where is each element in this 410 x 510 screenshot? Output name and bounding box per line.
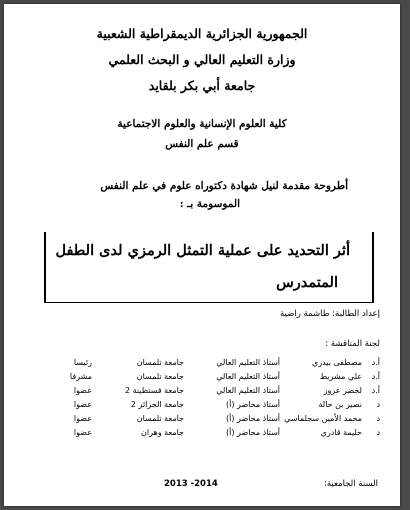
committee-label: لجنة المناقشة : bbox=[325, 339, 380, 349]
member-title: د bbox=[376, 413, 380, 423]
member-name: محمد الأمين سجلماسي bbox=[284, 413, 362, 423]
thesis-title-part1: أثر التحديد على عملية التمثل الرمزي لدى الطفل bbox=[55, 242, 350, 259]
member-rank: أستاذ محاضر (أ) bbox=[226, 399, 280, 409]
member-title: أ.د bbox=[371, 357, 380, 367]
member-name: حليمة قادري bbox=[320, 427, 362, 437]
republic-heading: الجمهورية الجزائرية الديمقراطية الشعبية bbox=[96, 26, 308, 41]
thesis-intro-line: أطروحة مقدمة لنيل شهادة دكتوراه علوم في علم النفس bbox=[100, 180, 348, 192]
member-rank: أستاذ التعليم العالي bbox=[216, 371, 280, 381]
member-role: عضوا bbox=[73, 427, 92, 437]
member-role: عضوا bbox=[73, 413, 92, 423]
committee-row bbox=[50, 369, 382, 383]
member-name: علي مشريط bbox=[319, 371, 362, 381]
member-university: جامعة قسنطينة 2 bbox=[124, 385, 184, 395]
department-heading: قسم علم النفس bbox=[165, 138, 239, 150]
member-title: د bbox=[376, 427, 380, 437]
ministry-heading: وزارة التعليم العالي و البحث العلمي bbox=[108, 52, 296, 67]
document-page bbox=[4, 4, 400, 506]
member-university: جامعة تلمسان bbox=[136, 357, 184, 367]
member-role: مشرفا bbox=[69, 371, 92, 381]
member-name: نصير بن حالة bbox=[318, 399, 362, 409]
member-title: أ.د bbox=[371, 371, 380, 381]
faculty-heading: كلية العلوم الإنسانية والعلوم الاجتماعية bbox=[117, 118, 287, 130]
member-role: رئيسا bbox=[73, 357, 92, 367]
academic-year-value: 2013 -2014 bbox=[164, 479, 218, 489]
member-university: جامعة تلمسان bbox=[136, 413, 184, 423]
committee-table bbox=[50, 355, 382, 439]
academic-year-label: السنة الجامعية: bbox=[323, 479, 378, 489]
member-university: جامعة تلمسان bbox=[136, 371, 184, 381]
member-role: عضوا bbox=[73, 385, 92, 395]
thesis-title-part2: المتمدرس bbox=[276, 274, 338, 291]
committee-row bbox=[50, 425, 382, 439]
member-rank: أستاذ محاضر (أ) bbox=[226, 427, 280, 437]
member-university: جامعة الجزائر 2 bbox=[130, 399, 184, 409]
member-rank: أستاذ محاضر (أ) bbox=[226, 413, 280, 423]
member-role: عضوا bbox=[73, 399, 92, 409]
committee-row bbox=[50, 383, 382, 397]
member-name: مصطفى بيدري bbox=[311, 357, 362, 367]
member-name: لخضر عزوز bbox=[323, 385, 362, 395]
member-rank: أستاذ التعليم العالي bbox=[216, 385, 280, 395]
member-title: أ.د bbox=[371, 385, 380, 395]
university-heading: جامعة أبي بكر بلقايد bbox=[148, 78, 256, 93]
member-university: جامعة وهران bbox=[141, 427, 184, 437]
member-title: د bbox=[376, 399, 380, 409]
committee-row bbox=[50, 411, 382, 425]
thesis-titled-line: الموسومة بـ : bbox=[179, 198, 240, 210]
committee-row bbox=[50, 355, 382, 369]
member-rank: أستاذ التعليم العالي bbox=[216, 357, 280, 367]
committee-row bbox=[50, 397, 382, 411]
prepared-by: إعداد الطالبة: طاشمة راضية bbox=[280, 309, 380, 319]
